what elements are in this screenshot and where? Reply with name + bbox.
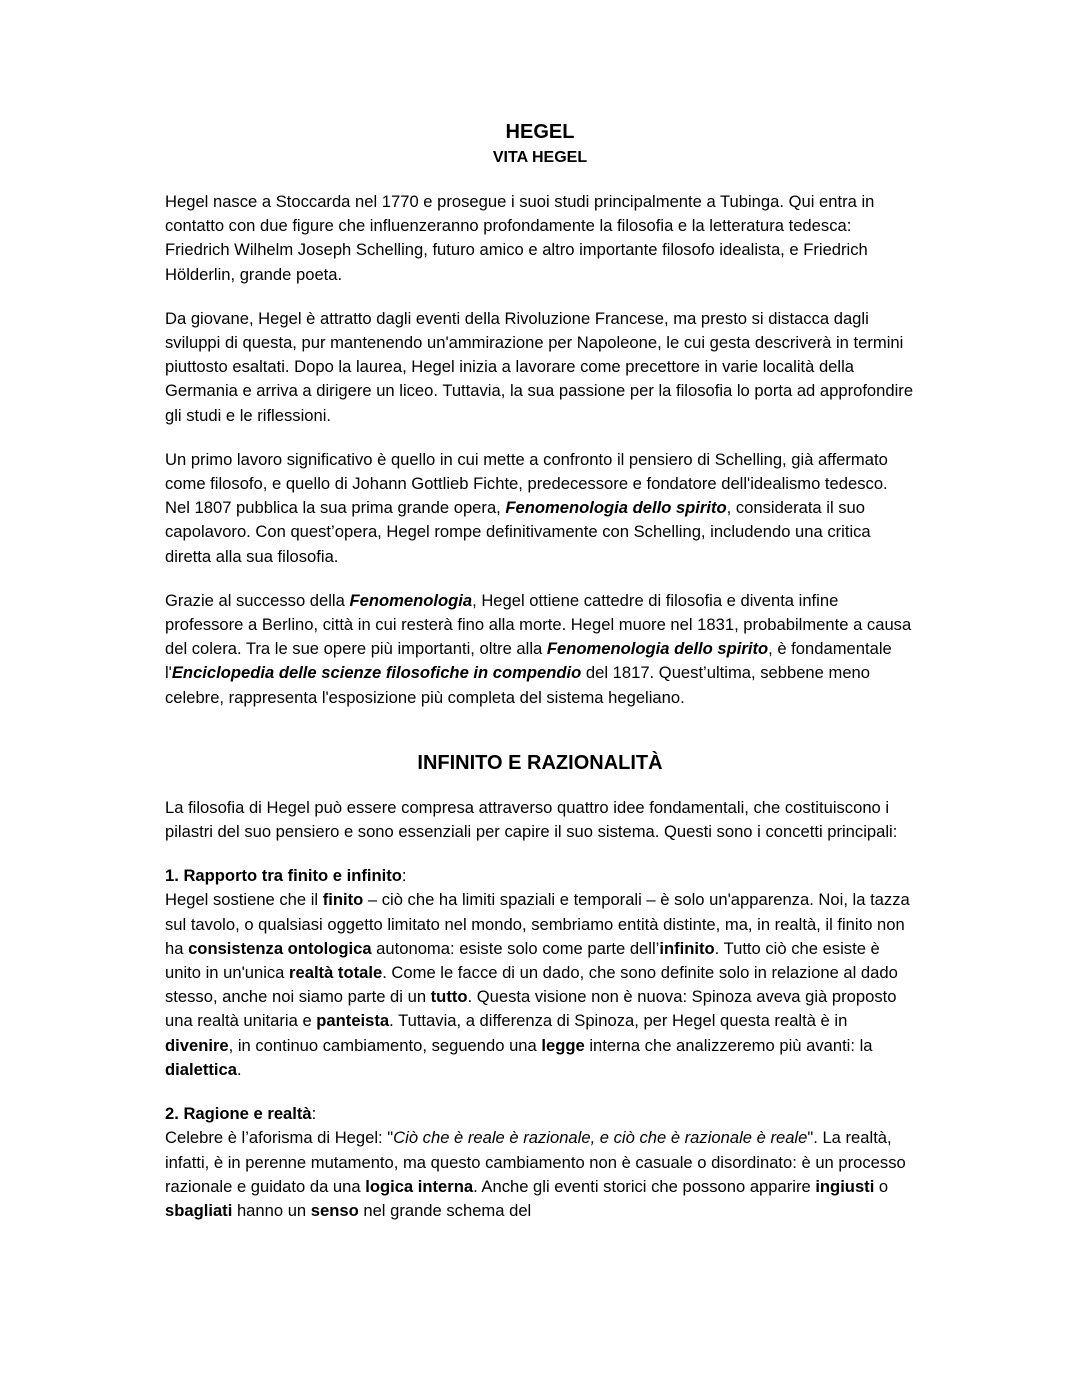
concept-title: 1. Rapporto tra finito e infinito (165, 866, 402, 886)
document-body (165, 120, 915, 1223)
aphorism-quote: Ciò che è reale è razionale, e ciò che è razionale è reale (393, 1128, 808, 1148)
paragraph-vita-4: Grazie al successo della Fenomenologia, Hegel ottiene cattedre di filosofia e diventa infine professore a Berlino, città in cui resterà fino alla morte. Hegel muore nel 1831, probabilmente a causa del colera. Tra le sue opere più importanti, oltre alla Fenomenologia dello spirito, è fondamentale l'Enciclopedia delle scienze filosofiche in compendio del 1817. Quest’ultima, sebbene meno celebre, rappresenta l'esposizione più completa del sistema hegeliano. (165, 590, 912, 707)
paragraph-vita-3: Un primo lavoro significativo è quello in cui mette a confronto il pensiero di Schelling, già affermato come filosofo, e quello di Johann Gottlieb Fichte, predecessore e fondatore dell'idealismo tedesco. Nel 1807 pubblica la sua prima grande opera, Fenomenologia dello spirito, considerata il suo capolavoro. Con quest’opera, Hegel rompe definitivamente con Schelling, includendo una critica diretta alla sua filosofia. (165, 449, 888, 566)
section-subtitle: VITA HEGEL (492, 149, 588, 166)
concept-item-1: 1. Rapporto tra finito e infinito: Hegel sostiene che il finito – ciò che ha limiti spaziali e temporali – è solo un'apparenza. Noi, la tazza sul tavolo, o qualsiasi oggetto limitato nel mondo, sembriamo entità distinte, ma, in realtà, il finito non ha consistenza ontologica autonoma: esiste solo come parte dell’infinito. Tutto ciò che esiste è unito in un'unica realtà totale. Come le facce di un dado, che sono definite solo in relazione al dado stesso, anche noi siamo parte di un tutto. Questa visione non è nuova: Spinoza aveva già proposto una realtà unitaria e panteista. Tuttavia, a differenza di Spinoza, per Hegel questa realtà è in divenire, in continuo cambiamento, seguendo una legge interna che analizzeremo più avanti: la dialettica. (165, 866, 910, 1079)
work-title: Fenomenologia (349, 590, 473, 610)
page-title: HEGEL (505, 121, 575, 143)
paragraph-intro: La filosofia di Hegel può essere compresa attraverso quattro idee fondamentali, che costituiscono i pilastri del suo pensiero e sono essenziali per capire il suo sistema. Questi sono i concetti principali: (165, 797, 898, 842)
paragraph-vita-1: Hegel nasce a Stoccarda nel 1770 e prosegue i suoi studi principalmente a Tubinga. Qui entra in contatto con due figure che influenzeranno profondamente la filosofia e la letteratura tedesca: Friedrich Wilhelm Joseph Schelling, futuro amico e altro importante filosofo idealista, e Friedrich Hölderlin, grande poeta. (165, 192, 875, 284)
concept-title: 2. Ragione e realtà (165, 1104, 312, 1124)
section-heading: INFINITO E RAZIONALITÀ (417, 751, 663, 774)
work-title: Enciclopedia delle scienze filosofiche in compendio (171, 663, 582, 683)
paragraph-vita-2: Da giovane, Hegel è attratto dagli eventi della Rivoluzione Francese, ma presto si distacca dagli sviluppi di questa, pur mantenendo un'ammirazione per Napoleone, le cui gesta descriverà in termini piuttosto esaltati. Dopo la laurea, Hegel inizia a lavorare come precettore in varie località della Germania e arriva a dirigere un liceo. Tuttavia, la sua passione per la filosofia lo porta ad approfondire gli studi e le riflessioni. (165, 308, 914, 425)
work-title: Fenomenologia dello spirito (546, 639, 769, 659)
concept-item-2: 2. Ragione e realtà: Celebre è l’aforisma di Hegel: "Ciò che è reale è razionale, e ciò che è razionale è reale". La realtà, infatti, è in perenne mutamento, ma questo cambiamento non è casuale o disordinato: è un processo razionale e guidato da una logica interna. Anche gli eventi storici che possono apparire ingiusti o sbagliati hanno un senso nel grande schema del (165, 1104, 906, 1220)
work-title: Fenomenologia dello spirito (505, 498, 727, 518)
